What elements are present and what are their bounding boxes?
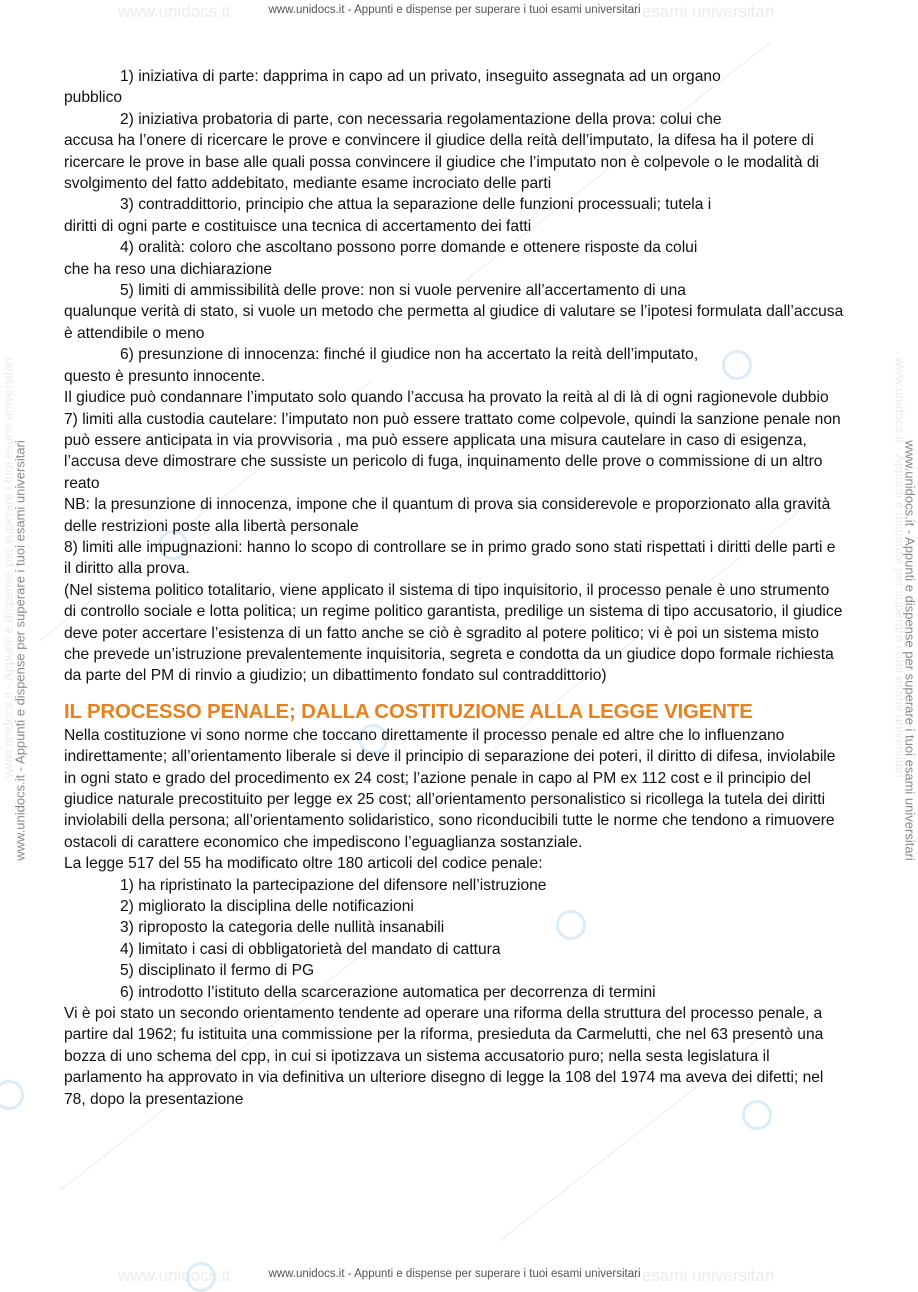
list-item: 3) riproposto la categoria delle nullità insanabili — [120, 919, 445, 937]
watermark-ghost-top-left: www.unidocs.it — [118, 2, 231, 21]
watermark-band-top: www.unidocs.it - Appunti e dispense per superare i tuoi esami universitari — [268, 4, 641, 16]
section-heading: IL PROCESSO PENALE; DALLA COSTITUZIONE ALLA LEGGE VIGENTE — [64, 699, 753, 723]
watermark-band-bottom: www.unidocs.it - Appunti e dispense per superare i tuoi esami universitari — [268, 1268, 641, 1280]
unidocs-logo-icon — [186, 1262, 216, 1292]
legge-517-list — [64, 875, 844, 1003]
principle-item-4: 4) oralità: coloro che ascoltano possono porre domande e ottenere risposte da colui che ha reso una dichiarazione — [64, 239, 698, 278]
paragraph-custodia-cautelare: 7) limiti alla custodia cautelare: l’imputato non può essere trattato come colpevole, quindi la sanzione penale non può essere anticipata in via provvisoria , ma può essere applicata una misura cautelare in caso di esigenza, l’accusa deve dimostrare che sussiste un pericolo di fuga, inquinamento delle prove o commissione di un altro reato — [64, 410, 841, 492]
principle-item-1: 1) iniziativa di parte: dapprima in capo ad un privato, inseguito assegnata ad un organo pubblico — [64, 68, 721, 107]
principle-item-6: 6) presunzione di innocenza: finché il giudice non ha accertato la reità dell’imputato, questo è presunto innocente. — [64, 346, 699, 385]
paragraph-giudice: Il giudice può condannare l’imputato solo quando l’accusa ha provato la reità al di là di ogni ragionevole dubbio — [64, 389, 829, 407]
watermark-ghost-top-right: esami universitari — [642, 2, 775, 21]
paragraph-costituzione: Nella costituzione vi sono norme che toccano direttamente il processo penale ed altre che lo influenzano indirettamente; all’orientamento liberale si deve il principio di separazione dei poteri, il diritto di difesa, inviolabile in ogni stato e grado del procedimento ex 24 cost; l’azione penale in capo al PM ex 112 cost e il principio del giudice naturale precostituito per legge ex 25 cost; all’orientamento personalistico si ricollega la tutela dei diritti inviolabili della persona; all’orientamento solidaristico, sono riconducibili tutte le norme che tendono a rimuovere ostacoli di carattere economico che impediscono l’eguaglianza sostanziale. — [64, 726, 836, 851]
list-item: 4) limitato i casi di obbligatorietà del mandato di cattura — [120, 940, 501, 958]
paragraph-impugnazioni: 8) limiti alle impugnazioni: hanno lo scopo di controllare se in primo grado sono stati rispettati i diritti delle parti e il diritto alla prova. — [64, 538, 836, 578]
watermark-side-right-ghost: www.unidocs.it - Appunti e dispense per superare i tuoi esami universitari — [892, 357, 908, 778]
principle-item-3: 3) contraddittorio, principio che attua la separazione delle funzioni processuali; tutela i diritti di ogni parte e costituisce una tecnica di accertamento dei fatti — [64, 196, 712, 235]
list-item: 5) disciplinato il fermo di PG — [120, 962, 315, 980]
watermark-side-left-ghost: www.unidocs.it - Appunti e dispense per superare i tuoi esami universitari — [0, 357, 16, 778]
list-item: 6) introdotto l’istituto della scarcerazione automatica per decorrenza di termini — [120, 983, 656, 1001]
list-item: 1) ha ripristinato la partecipazione del difensore nell’istruzione — [120, 876, 547, 894]
watermark-ghost-bottom-left: www.unidocs.it — [118, 1266, 231, 1285]
watermark-ghost-bottom-right: esami universitari — [642, 1266, 775, 1285]
paragraph-legge-517: La legge 517 del 55 ha modificato oltre 180 articoli del codice penale: — [64, 855, 543, 873]
principle-item-2: 2) iniziativa probatoria di parte, con necessaria regolamentazione della prova: colui che accusa ha l’onere di ricercare le prove e convincere il giudice della reità dell’imputato, la difesa ha il potere di ricercare le prove in base alle quali possa convincere il giudice che l’imputato non è colpevole o le modalità di svolgimento del fatto addebitato, mediante esame incrociato delle parti — [64, 110, 819, 193]
document-body — [64, 66, 844, 1110]
paragraph-sistema-politico: (Nel sistema politico totalitario, viene applicato il sistema di tipo inquisitorio, il processo penale è uno strumento di controllo sociale e lotta politica; un regime politico garantista, predilige un sistema di tipo accusatorio, il giudice deve poter accertare l’esistenza di un fatto anche se ciò è sgradito al potere politico; vi è poi un sistema misto che prevede un’istruzione prevalentemente inquisitoria, segreta e condotta da un giudice dopo formale richiesta da parte del PM di rinvio a giudizio; un dibattimento fondato sul contraddittorio) — [64, 581, 843, 685]
paragraph-nb: NB: la presunzione di innocenza, impone che il quantum di prova sia considerevole e proporzionato alla gravità delle restrizioni poste alla libertà personale — [64, 496, 831, 535]
watermark-side-left: www.unidocs.it - Appunti e dispense per superare i tuoi esami universitari — [12, 440, 28, 861]
paragraph-secondo-orientamento: Vi è poi stato un secondo orientamento tendente ad operare una riforma della struttura del processo penale, a partire dal 1962; fu istituita una commissione per la riforma, presieduta da Carmelutti, che nel 63 presentò una bozza di uno schema del cpp, in cui si ipotizzava un sistema accusatorio puro; nella sesta legislatura il parlamento ha approvato in via definitiva un ulteriore disegno di legge la 108 del 1974 ma aveva dei difetti; nel 78, dopo la presentazione — [64, 1005, 824, 1108]
unidocs-logo-icon — [0, 1080, 24, 1110]
principle-item-5: 5) limiti di ammissibilità delle prove: non si vuole pervenire all’accertamento di una qualunque verità di stato, si vuole un metodo che permetta al giudice di valutare se l’ipotesi formulata dall’accusa è attendibile o meno — [64, 282, 844, 342]
principles-list — [64, 66, 844, 387]
watermark-side-right: www.unidocs.it - Appunti e dispense per superare i tuoi esami universitari — [902, 440, 918, 861]
list-item: 2) migliorato la disciplina delle notificazioni — [120, 898, 414, 916]
